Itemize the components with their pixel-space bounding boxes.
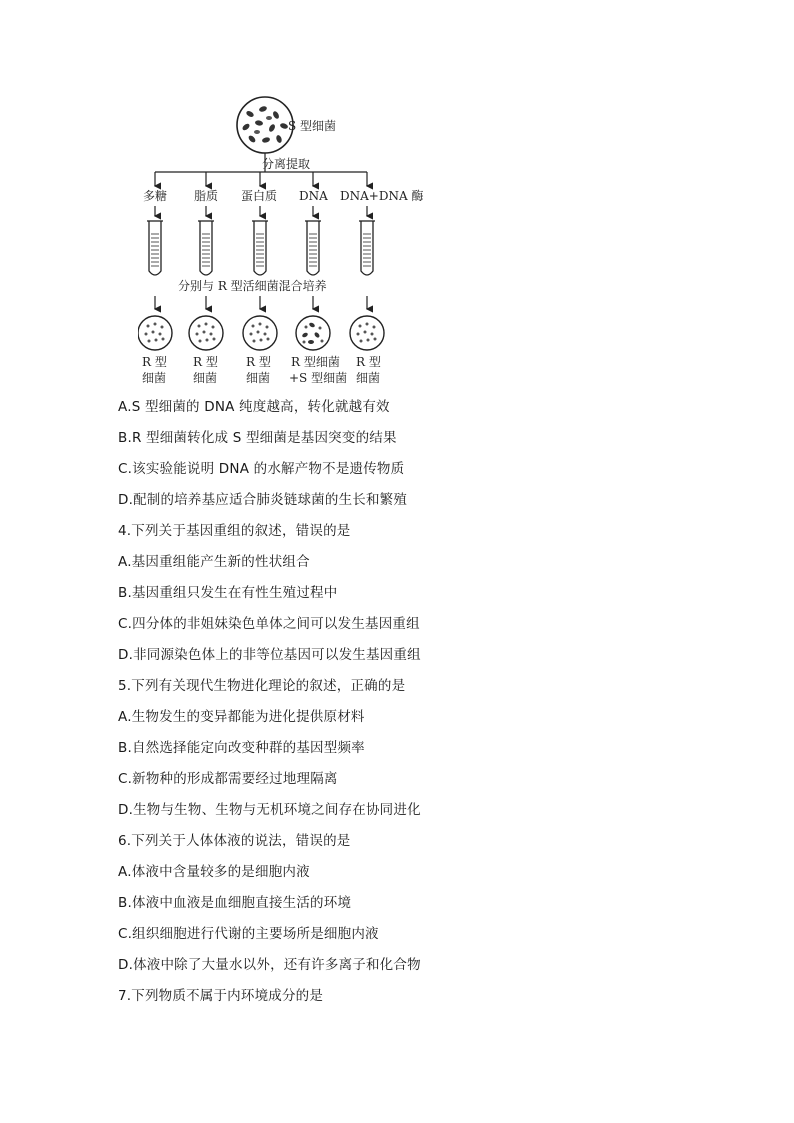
text-line: A.生物发生的变异都能为进化提供原材料 — [118, 709, 365, 725]
question-stem: 6.下列关于人体体液的说法，错误的是 — [118, 833, 351, 849]
result-label-1: R 型 — [142, 355, 167, 369]
result-label-1b: 细菌 — [142, 371, 167, 385]
text-line: C.四分体的非姐妹染色单体之间可以发生基因重组 — [118, 616, 420, 632]
text-line: D.生物与生物、生物与无机环境之间存在协同进化 — [118, 802, 421, 818]
text-line: C.该实验能说明 DNA 的水解产物不是遗传物质 — [118, 461, 405, 477]
text-line: D.体液中除了大量水以外，还有许多离子和化合物 — [118, 957, 421, 973]
question-stem: 5.下列有关现代生物进化理论的叙述，正确的是 — [118, 678, 406, 694]
extract-label: 分离提取 — [262, 157, 311, 171]
component-polysaccharide: 多糖 — [143, 189, 168, 203]
text-line: B.体液中血液是血细胞直接生活的环境 — [118, 895, 352, 911]
text-line: C.组织细胞进行代谢的主要场所是细胞内液 — [118, 926, 379, 942]
result-label-4b: +S 型细菌 — [289, 371, 348, 385]
mix-label: 分别与 R 型活细菌混合培养 — [178, 279, 327, 293]
r-bacteria-dish — [189, 316, 223, 350]
component-dna: DNA — [299, 189, 328, 203]
text-line: C.新物种的形成都需要经过地理隔离 — [118, 771, 338, 787]
text-line: D.配制的培养基应适合肺炎链球菌的生长和繁殖 — [118, 492, 408, 508]
text-line: A.体液中含量较多的是细胞内液 — [118, 864, 310, 880]
result-label-5: R 型 — [356, 355, 381, 369]
result-label-5b: 细菌 — [356, 371, 381, 385]
text-line: A.基因重组能产生新的性状组合 — [118, 554, 310, 570]
question-stem: 4.下列关于基因重组的叙述，错误的是 — [118, 523, 351, 539]
test-tube — [252, 221, 268, 275]
r-bacteria-dish — [243, 316, 277, 350]
text-line: A.S 型细菌的 DNA 纯度越高，转化就越有效 — [118, 399, 390, 415]
result-label-4: R 型细菌 — [291, 355, 340, 369]
test-tube — [359, 221, 375, 275]
r-bacteria-dish — [350, 316, 384, 350]
experiment-figure — [138, 96, 428, 388]
component-lipid: 脂质 — [194, 189, 219, 203]
test-tube — [198, 221, 214, 275]
text-line: B.基因重组只发生在有性生殖过程中 — [118, 585, 338, 601]
question-text — [118, 392, 758, 1012]
s-bacteria-label: S 型细菌 — [288, 119, 337, 133]
result-label-3: R 型 — [246, 355, 271, 369]
text-line: B.自然选择能定向改变种群的基因型频率 — [118, 740, 365, 756]
component-dna-dnase: DNA+DNA 酶 — [340, 189, 424, 203]
text-line: D.非同源染色体上的非等位基因可以发生基因重组 — [118, 647, 421, 663]
text-line: B.R 型细菌转化成 S 型细菌是基因突变的结果 — [118, 430, 397, 446]
result-label-3b: 细菌 — [246, 371, 271, 385]
s-bacteria-dish — [237, 97, 293, 153]
test-tube — [305, 221, 321, 275]
component-protein: 蛋白质 — [241, 189, 278, 203]
result-label-2: R 型 — [193, 355, 218, 369]
r-bacteria-dish — [138, 316, 172, 350]
test-tube — [147, 221, 163, 275]
rs-bacteria-dish — [296, 316, 330, 350]
question-stem: 7.下列物质不属于内环境成分的是 — [118, 988, 324, 1004]
result-label-2b: 细菌 — [193, 371, 218, 385]
